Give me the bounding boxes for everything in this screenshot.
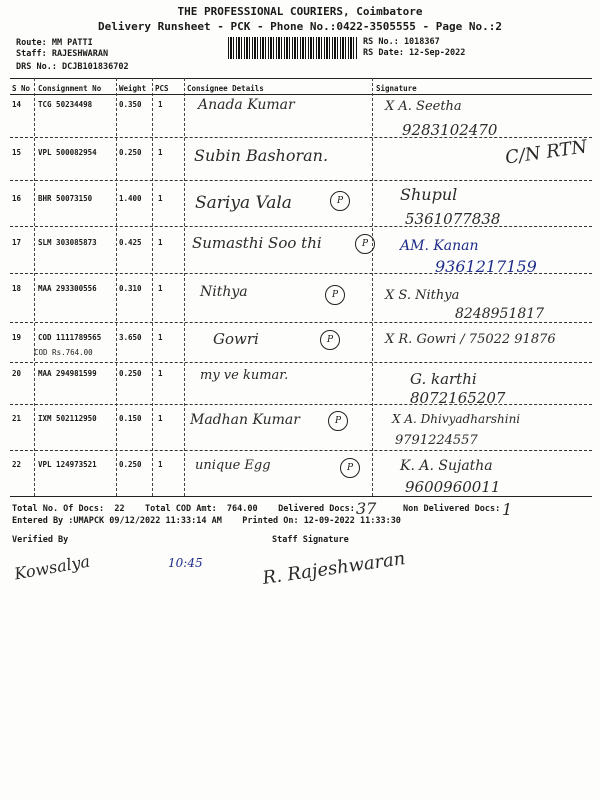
- non-delivered-count-handwriting: 1: [502, 500, 513, 519]
- receiver-signature: G. karthi: [410, 370, 477, 388]
- row-weight: 0.250: [119, 369, 142, 378]
- row-weight: 3.650: [119, 333, 142, 342]
- consignee-handwriting: Subin Bashoran.: [194, 146, 329, 165]
- row-divider: [10, 273, 592, 274]
- consignee-handwriting: Anada Kumar: [198, 97, 295, 113]
- row-consignment: BHR 50073150: [38, 194, 93, 203]
- row-consignment: COD 1111789565: [38, 333, 102, 342]
- receiver-phone: 9361217159: [435, 257, 537, 276]
- col-divider: [34, 78, 35, 496]
- non-delivered-label: Non Delivered Docs:: [403, 504, 501, 514]
- receiver-signature: X R. Gowri / 75022 91876: [385, 332, 556, 347]
- receiver-signature: Shupul: [400, 185, 458, 204]
- row-weight: 0.350: [119, 100, 142, 109]
- staff-label: Staff: RAJESHWARAN: [16, 49, 109, 59]
- row-pcs: 1: [158, 460, 163, 469]
- row-divider: [10, 362, 592, 363]
- row-consignment: SLM 303085873: [38, 238, 97, 247]
- row-sno: 21: [12, 414, 22, 423]
- row-sno: 18: [12, 284, 22, 293]
- col-weight: Weight: [119, 84, 147, 93]
- receiver-phone: 9600960011: [405, 478, 501, 496]
- route-label: Route: MM PATTI: [16, 38, 93, 48]
- row-sno: 16: [12, 194, 22, 203]
- row-consignment: VPL 500082954: [38, 148, 97, 157]
- row-pcs: 1: [158, 284, 163, 293]
- row-pcs: 1: [158, 238, 163, 247]
- col-pcs: PCS: [155, 84, 169, 93]
- drs-label: DRS No.: DCJB101836702: [16, 62, 129, 72]
- col-signature: Signature: [376, 84, 417, 93]
- row-pcs: 1: [158, 369, 163, 378]
- row-sno: 22: [12, 460, 22, 469]
- rs-date: RS Date: 12-Sep-2022: [363, 48, 466, 58]
- company-title: THE PROFESSIONAL COURIERS, Coimbatore: [177, 5, 423, 18]
- row-weight: 0.250: [119, 148, 142, 157]
- row-pcs: 1: [158, 194, 163, 203]
- row-weight: 0.250: [119, 460, 142, 469]
- col-divider: [152, 78, 153, 496]
- table-bottom-rule: [10, 496, 592, 497]
- row-divider: [10, 226, 592, 227]
- receiver-signature: AM. Kanan: [400, 238, 479, 254]
- col-divider: [184, 78, 185, 496]
- consignee-handwriting: Nithya: [200, 284, 248, 300]
- row-divider: [10, 322, 592, 323]
- p-stamp-icon: P: [330, 188, 350, 211]
- consignee-handwriting: Gowri: [213, 330, 259, 348]
- row-pcs: 1: [158, 148, 163, 157]
- receiver-signature: X A. Dhivyadharshini: [392, 412, 521, 426]
- row-weight: 1.400: [119, 194, 142, 203]
- p-stamp-icon: P: [340, 455, 360, 478]
- delivered-count-handwriting: 37: [356, 499, 377, 518]
- row-weight: 0.425: [119, 238, 142, 247]
- row-pcs: 1: [158, 100, 163, 109]
- row-consignment: MAA 294981599: [38, 369, 97, 378]
- table-top-rule: [10, 78, 592, 79]
- col-consignee: Consignee Details: [187, 84, 264, 93]
- consignee-handwriting: Sariya Vala: [195, 193, 292, 213]
- table-header-rule: [10, 94, 592, 95]
- receiver-signature: K. A. Sujatha: [400, 458, 493, 474]
- return-mark: C/N RTN: [503, 136, 589, 169]
- barcode: [228, 37, 358, 59]
- receiver-phone: 8248951817: [455, 306, 545, 322]
- row-divider: [10, 404, 592, 405]
- verifier-signature: Kowsalya: [12, 551, 92, 584]
- row-pcs: 1: [158, 414, 163, 423]
- receiver-phone: 9283102470: [402, 121, 498, 139]
- row-divider: [10, 137, 592, 138]
- receiver-signature: X S. Nithya: [385, 288, 460, 303]
- row-divider: [10, 450, 592, 451]
- consignee-handwriting: Sumasthi Soo thi: [192, 234, 322, 252]
- row-consignment: TCG 50234498: [38, 100, 93, 109]
- p-stamp-icon: P: [320, 327, 340, 350]
- row-consignment: VPL 124973521: [38, 460, 97, 469]
- col-divider: [372, 78, 373, 496]
- row-weight: 0.150: [119, 414, 142, 423]
- receiver-signature: X A. Seetha: [385, 99, 462, 114]
- totals-line: Total No. Of Docs: 22 Total COD Amt: 764.00 Delivered Docs:: [12, 504, 355, 514]
- cod-amount: COD Rs.764.00: [34, 348, 93, 357]
- col-consignment: Consignment No: [38, 84, 102, 93]
- row-sno: 15: [12, 148, 22, 157]
- verified-by-label: Verified By: [12, 535, 69, 545]
- staff-signature-label: Staff Signature: [272, 535, 349, 545]
- col-sno: S No: [12, 84, 31, 93]
- runsheet-subtitle: Delivery Runsheet - PCK - Phone No.:0422-3505555 - Page No.:2: [98, 20, 502, 33]
- row-sno: 14: [12, 100, 22, 109]
- staff-signature: R. Rajeshwaran: [261, 548, 407, 589]
- row-divider: [10, 180, 592, 181]
- row-weight: 0.310: [119, 284, 142, 293]
- row-consignment: MAA 293300556: [38, 284, 97, 293]
- row-sno: 17: [12, 238, 22, 247]
- consignee-handwriting: unique Egg: [195, 458, 271, 473]
- verified-time: 10:45: [168, 556, 203, 570]
- receiver-phone: 9791224557: [395, 433, 478, 448]
- row-sno: 20: [12, 369, 22, 378]
- p-stamp-icon: P: [328, 408, 348, 431]
- consignee-handwriting: Madhan Kumar: [190, 412, 300, 428]
- rs-number: RS No.: 1018367: [363, 37, 440, 47]
- col-divider: [116, 78, 117, 496]
- p-stamp-icon: P: [355, 231, 375, 254]
- row-pcs: 1: [158, 333, 163, 342]
- receiver-phone: 8072165207: [410, 389, 506, 407]
- consignee-handwriting: my ve kumar.: [200, 368, 289, 383]
- receiver-phone: 5361077838: [405, 210, 501, 228]
- row-sno: 19: [12, 333, 22, 342]
- row-consignment: IXM 502112950: [38, 414, 97, 423]
- entered-by-line: Entered By :UMAPCK 09/12/2022 11:33:14 AM Printed On: 12-09-2022 11:33:30: [12, 516, 401, 526]
- p-stamp-icon: P: [325, 282, 345, 305]
